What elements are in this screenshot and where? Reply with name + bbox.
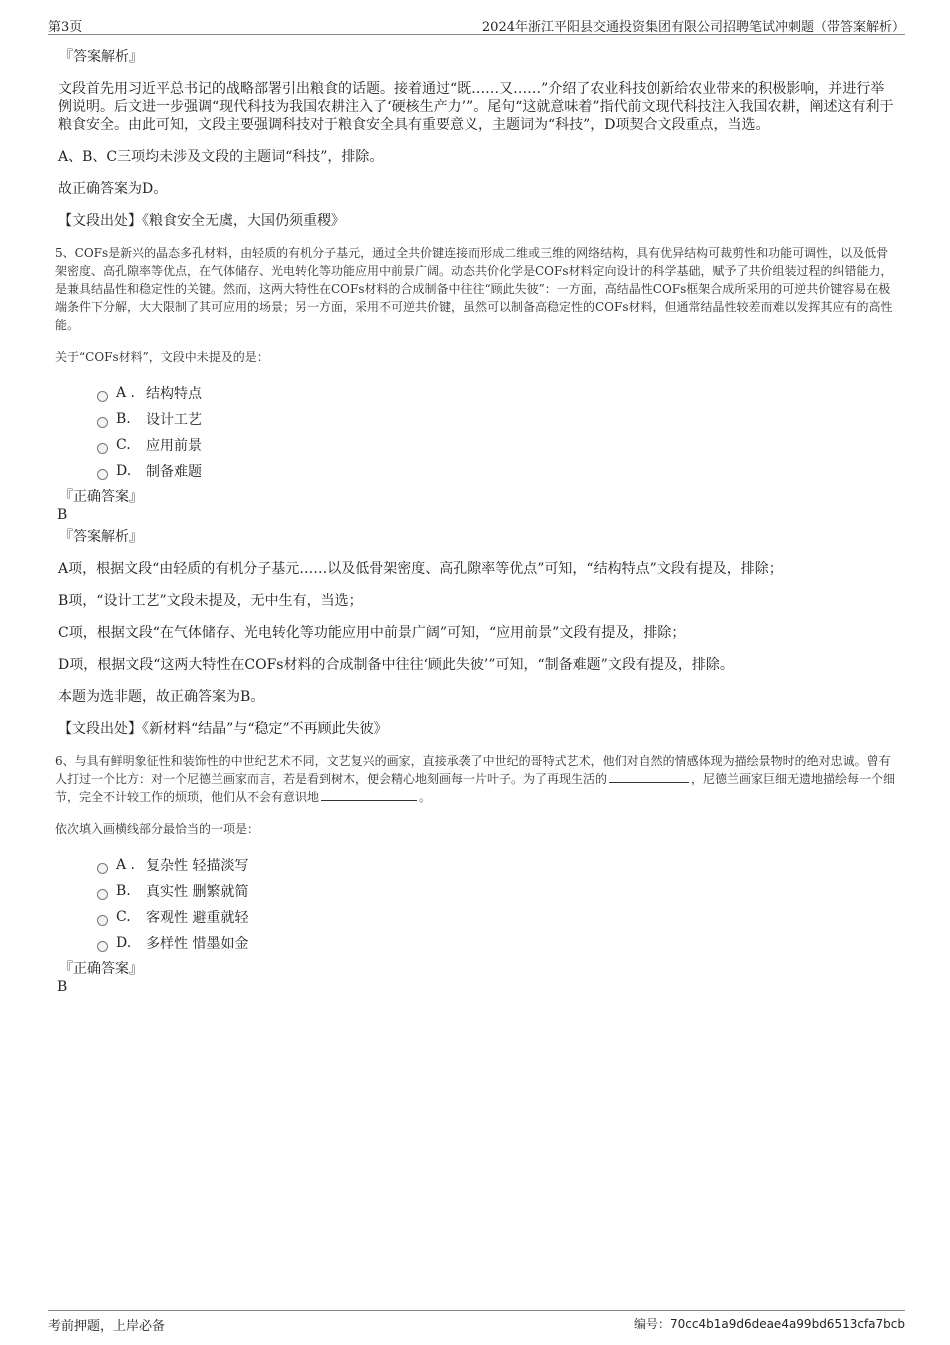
q5-option-a[interactable]: A . 结构特点 — [97, 380, 898, 406]
q4-source: 【文段出处】《粮食安全无虞，大国仍须重稷》 — [58, 213, 345, 229]
q4-analysis-p2: A、B、C三项均未涉及文段的主题词“科技”，排除。 — [58, 149, 384, 165]
q6-option-d[interactable]: D. 多样性 惜墨如金 — [97, 930, 898, 956]
radio-icon[interactable] — [97, 443, 108, 454]
radio-icon[interactable] — [97, 941, 108, 952]
radio-icon[interactable] — [97, 391, 108, 402]
q5-answer-label: 『正确答案』 — [59, 489, 143, 505]
q5-options — [97, 380, 898, 484]
q6-answer: B — [57, 979, 68, 995]
q5-question-text: 5、COFs是新兴的晶态多孔材料，由轻质的有机分子基元，通过全共价键连接而形成二维或三维的网络结构，具有优异结构可裁剪性和功能可调性，以及低骨架密度、高孔隙率等优点，在气体储存、光电转化等功能应用中前景广阔。动态共价化学是COFs材料定向设计的科学基础，赋予了共价组装过程的纠错能力，是兼具结晶性和稳定性的关键。然而，这两大特性在COFs材料的合成制备中往往“顾此失彼”：一方面，高结晶性COFs框架合成所采用的可逆共价键容易在极端条件下分解，大大限制了其可应用的场景；另一方面，采用不可逆共价键，虽然可以制备高稳定性的COFs材料，但通常结晶性较差而难以发挥其应有的高性能。 — [55, 246, 893, 332]
document-code: 编号：70cc4b1a9d6deae4a99bd6513cfa7bcb — [633, 1317, 905, 1331]
page-footer — [48, 1310, 905, 1333]
page-header — [48, 14, 905, 35]
q6-question-text: 6、与具有鲜明象征性和装饰性的中世纪艺术不同，文艺复兴的画家，直接承袭了中世纪的哥特式艺术，他们对自然的情感体现为描绘景物时的绝对忠诚。曾有人打过一个比方：对一个尼德兰画家而言，若是看到树木，便会精心地刻画每一片叶子。为了再现生活的 ，尼德兰画家巨细无遗地描绘每一个细节，完全不计较工作的烦琐，他们从不会有意识地 。 — [55, 754, 896, 804]
q5-analysis-label: 『答案解析』 — [59, 529, 143, 545]
q5-option-b[interactable]: B. 设计工艺 — [97, 406, 898, 432]
q5-analysis-c: C项，根据文段“在气体储存、光电转化等功能应用中前景广阔”可知，“应用前景”文段有提及，排除； — [58, 625, 686, 641]
q5-question-ask: 关于“COFs材料”，文段中未提及的是： — [55, 350, 269, 364]
q5-source: 【文段出处】《新材料“结晶”与“稳定”不再顾此失彼》 — [58, 721, 388, 737]
fill-blank-2 — [321, 788, 417, 801]
q5-analysis-a: A项，根据文段“由轻质的有机分子基元……以及低骨架密度、高孔隙率等优点”可知，“结构特点”文段有提及，排除； — [58, 561, 783, 577]
document-title: 2024年浙江平阳县交通投资集团有限公司招聘笔试冲刺题（带答案解析） — [481, 20, 905, 35]
q6-option-b[interactable]: B. 真实性 删繁就简 — [97, 878, 898, 904]
q6-answer-label: 『正确答案』 — [59, 961, 143, 977]
radio-icon[interactable] — [97, 417, 108, 428]
q5-analysis-b: B项，“设计工艺”文段未提及，无中生有，当选； — [58, 593, 363, 609]
q6-question-ask: 依次填入画横线部分最恰当的一项是： — [55, 822, 260, 836]
radio-icon[interactable] — [97, 915, 108, 926]
q6-option-c[interactable]: C. 客观性 避重就轻 — [97, 904, 898, 930]
page-content — [55, 44, 898, 996]
q5-analysis-d: D项，根据文段“这两大特性在COFs材料的合成制备中往往‘顾此失彼’”可知，“制备难题”文段有提及，排除。 — [58, 657, 734, 673]
fill-blank-1 — [609, 770, 689, 783]
q4-analysis-p1: 文段首先用习近平总书记的战略部署引出粮食的话题。接着通过“既……又……”介绍了农业科技创新给农业带来的积极影响，并进行举例说明。后文进一步强调“现代科技为我国农耕注入了‘硬核生产力’”。尾句“这就意味着”指代前文现代科技注入我国农耕，阐述这有利于粮食安全。由此可知，文段主要强调科技对于粮食安全具有重要意义，主题词为“科技”，D项契合文段重点，当选。 — [58, 81, 894, 133]
q4-analysis-label: 『答案解析』 — [59, 49, 143, 65]
q6-options — [97, 852, 898, 956]
q4-analysis-p3: 故正确答案为D。 — [58, 181, 168, 197]
page-number: 第3页 — [48, 20, 83, 35]
radio-icon[interactable] — [97, 469, 108, 480]
q5-analysis-conclusion: 本题为选非题，故正确答案为B。 — [58, 689, 265, 705]
q6-option-a[interactable]: A . 复杂性 轻描淡写 — [97, 852, 898, 878]
radio-icon[interactable] — [97, 889, 108, 900]
footer-slogan: 考前押题，上岸必备 — [48, 1319, 166, 1334]
radio-icon[interactable] — [97, 863, 108, 874]
q5-answer: B — [57, 507, 68, 523]
q5-option-c[interactable]: C. 应用前景 — [97, 432, 898, 458]
q5-option-d[interactable]: D. 制备难题 — [97, 458, 898, 484]
